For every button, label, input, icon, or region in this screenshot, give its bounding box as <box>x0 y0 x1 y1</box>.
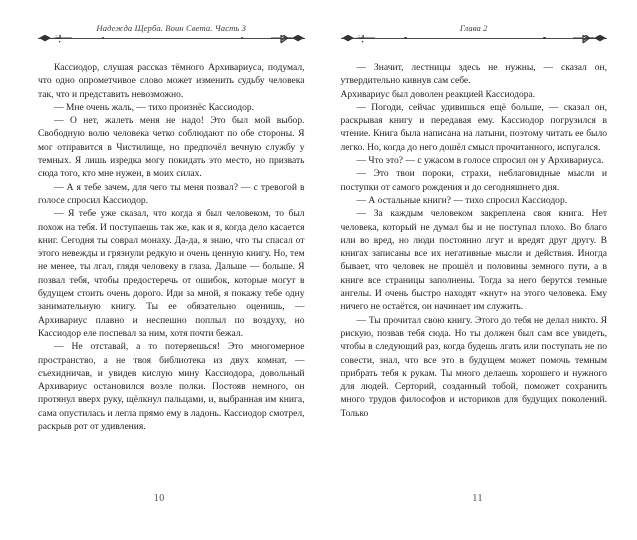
running-head-right <box>341 16 608 60</box>
running-head-text: Глава 2 <box>453 23 495 33</box>
paragraph: Кассиодор, слушая рассказ тёмного Архивариуса, подумал, что одно опрометчивое слово может изменить судьбу человека так, что и представить невозможно. <box>38 62 305 100</box>
page-number-left: 10 <box>153 493 165 504</box>
paragraph: — Значит, лестницы здесь не нужны, — сказал он, утвердительно кивнув сам себе. <box>340 62 607 87</box>
running-head-rule <box>38 38 305 39</box>
paragraph: — Я тебе уже сказал, что когда я был человеком, то был похож на тебя. И поступаешь так же, как и я, когда дело касается книг. Сегодня ты соврал монаху. Да-да, я знаю, что ты спасал от этого невежды и грязнули редкую и очень ценную книгу. Но, тем не менее, ты лгал, глядя человеку в глаза. Дальше — больше. Я позвал тебя, чтобы предостеречь от ошибок, которые могут в будущем стоить очень дорого. Иди за мной, я покажу тебе одну занимательную книгу. Ты ее обязательно оценишь, — Архивариус плавно и неспешно поплыл по воздуху, но Кассиодор еле поспевал за ним, хотя почти бежал. <box>38 208 305 339</box>
paragraph: — Погоди, сейчас удивишься ещё больше, — сказал он, раскрывая книгу и передавая ему. Кассиодор погрузился в чтение. Книга была написана на латыни, поэтому читать ее было легко. Но, когда до него дошёл смысл прочитанного, испугался. <box>340 101 607 153</box>
page-number-right: 11 <box>472 493 484 504</box>
running-head-title-right <box>341 22 608 35</box>
running-head-text: Надежда Щерба. Воин Света. Часть 3 <box>89 23 253 33</box>
paragraph: — А я тебе зачем, для чего ты меня позвал? — с тревогой в голосе спросил Кассиодор. <box>38 181 305 206</box>
running-head-title-left <box>38 22 305 35</box>
paragraph: — А остальные книги? — тихо спросил Кассиодор. <box>356 194 568 206</box>
running-head-rule <box>341 38 608 39</box>
rule-dot-icon <box>241 37 244 40</box>
paragraph: — Мне очень жаль, — тихо произнёс Кассиодор. <box>54 101 255 113</box>
paragraph: Архивариус был доволен реакцией Кассиодора. <box>340 88 536 100</box>
paragraph: — Не отставай, а то потеряешься! Это многомерное пространство, а не твоя библиотека из двух комнат, — съехидничав, и увидев кислую мину Кассиодора, довольный Архивариус остановился возле полки. Постояв немного, он протянул вверх руку, щёлкнул пальцами, и, выбранная им книга, сама опустилась и легла прямо ему в ладонь. Кассиодор смотрел, раскрыв рот от удивления. <box>38 341 305 433</box>
paragraph: — Это твои пороки, страхи, неблаговидные мысли и поступки от самого рождения и до сегодняшнего дня. <box>340 168 607 193</box>
rule-dot-icon <box>543 37 546 40</box>
running-head-left <box>38 16 305 60</box>
page-body-right <box>341 61 608 420</box>
rule-dot-icon <box>404 37 407 40</box>
paragraph: — Ты прочитал свою книгу. Этого до тебя не делал никто. Я рискую, позвав тебя сюда. Но ты должен был сам все увидеть, чтобы в следующий раз, когда будешь лгать или поступать не по совести, знал, что все это в будущем может помочь темным прибрать тебя к рукам. Ты много делаешь хорошего и нужного для людей. Серторий, созданный тобой, поможет сохранить много трудов философов и историков для будущих поколений. Только <box>340 314 607 419</box>
paragraph: — За каждым человеком закреплена своя книга. Нет человека, который не думал бы и не поступал плохо. Во благо или во вред, но люди постоянно лгут и вредят друг другу. В книгах записаны все их негативные мысли и действия. Иногда бывает, что человек не прошёл и половины земного пути, а в книге все страницы заполнены. Тогда за него берутся темные ангелы. И очень быстро находят «кнут» на этого человека. Ему ничего не остаётся, он начинает им служить. <box>340 208 607 313</box>
paragraph: — О нет, жалеть меня не надо! Это был мой выбор. Свободную волю человека четко соблюдают по обе стороны. Я мог отправится в Чистилище, но предпочёл вечную службу у темных. Я лишь изредка могу покидать это место, но призвать сюда того, кто мне нужен, в моих силах. <box>38 115 305 180</box>
page-right <box>319 0 637 540</box>
page-body-left <box>38 61 305 433</box>
paragraph: — Что это? — с ужасом в голосе спросил он у Архивариуса. <box>356 155 604 167</box>
